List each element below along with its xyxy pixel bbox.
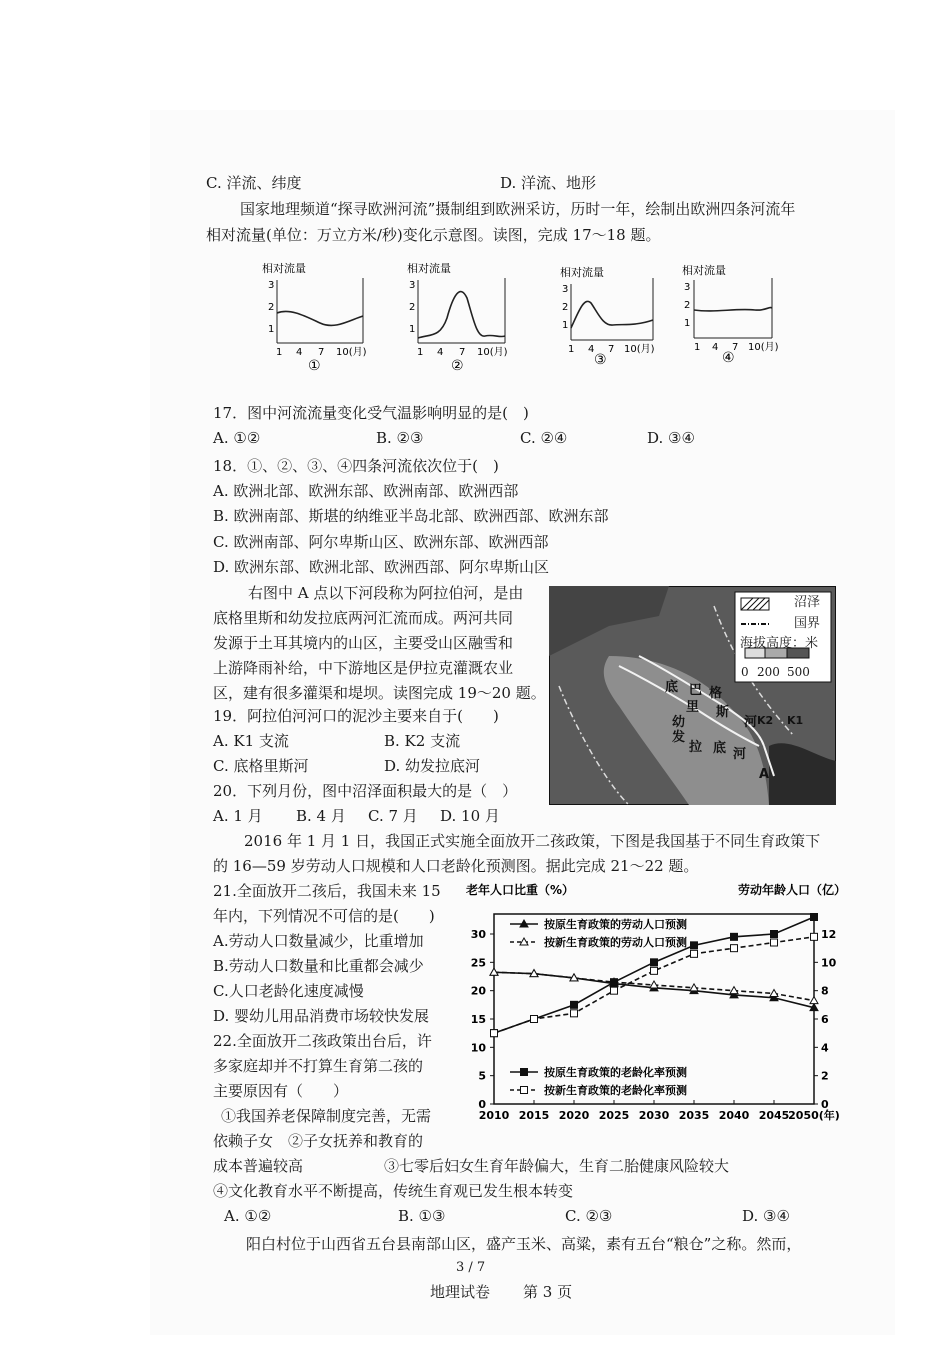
river-chart-3: [560, 265, 655, 368]
map-label: K1: [787, 714, 804, 727]
map-label: 拉: [689, 740, 703, 755]
left-tick-label: 10: [470, 1041, 486, 1055]
svg-text:7: 7: [608, 344, 615, 355]
data-point: [811, 914, 818, 921]
q22-item-3: ③七零后妇女生育年龄偏大，生育二胎健康风险较大: [384, 1157, 730, 1175]
svg-text:7: 7: [732, 342, 739, 353]
data-point: [731, 933, 738, 940]
svg-text:4: 4: [437, 347, 444, 358]
q21-stem-2: 年内，下列情况不可信的是( ): [213, 907, 435, 925]
data-point: [521, 1069, 528, 1076]
map-intro-line: 发源于土耳其境内的山区，主要受山区融雪和: [213, 634, 514, 652]
page-number: 3 / 7: [456, 1260, 486, 1275]
data-point: [651, 967, 658, 974]
q20-option-b: B. 4 月: [296, 807, 346, 825]
chart-ylabel: 相对流量: [262, 262, 306, 275]
x-tick-label: 2040: [718, 1109, 750, 1122]
iraq-river-map: [549, 586, 836, 805]
data-point: [611, 979, 618, 986]
svg-text:相对流量: 相对流量: [407, 262, 451, 275]
svg-text:7: 7: [459, 347, 466, 358]
svg-text:2: 2: [268, 302, 275, 313]
q18-option-b: B. 欧洲南部、斯堪的纳维亚半岛北部、欧洲西部、欧洲东部: [213, 507, 609, 525]
data-point: [571, 1010, 578, 1017]
intro-2-line2: 的 16—59 岁劳动人口规模和人口老龄化预测图。据此完成 21～22 题。: [213, 857, 699, 875]
map-intro-line: 上游降雨补给，中下游地区是伊拉克灌溉农业: [213, 659, 514, 677]
footer-page: 第 3 页: [523, 1283, 573, 1301]
population-forecast-chart: [462, 880, 862, 1135]
river-chart-4: [682, 263, 779, 366]
q18-stem: 18．①、②、③、④四条河流依次位于( ): [213, 457, 499, 475]
q18-option-a: A. 欧洲北部、欧洲东部、欧洲南部、欧洲西部: [213, 482, 519, 500]
svg-text:1: 1: [694, 342, 701, 353]
data-point: [691, 942, 698, 949]
legend-label: 按原生育政策的老龄化率预测: [544, 1066, 687, 1079]
map-label: 斯: [716, 705, 730, 720]
q18-option-d: D. 欧洲东部、欧洲北部、欧洲西部、阿尔卑斯山区: [213, 558, 550, 576]
svg-text:4: 4: [588, 344, 595, 355]
data-point: [651, 959, 658, 966]
q22-item-1a: ①我国养老保障制度完善，无需: [221, 1107, 432, 1125]
svg-text:4: 4: [296, 347, 303, 358]
q22-option-d: D. ③④: [742, 1207, 790, 1225]
x-tick-label: 2035: [678, 1109, 710, 1122]
svg-text:7: 7: [318, 347, 325, 358]
chart-label: ①: [308, 358, 321, 373]
q22-stem-1: 22.全面放开二孩政策出台后，许: [213, 1032, 432, 1050]
legend-label: 按新生育政策的劳动人口预测: [544, 936, 687, 949]
q17-option-a: A. ①②: [213, 429, 261, 447]
q17-option-d: D. ③④: [647, 429, 695, 447]
x-tick-label: 2015: [518, 1109, 550, 1122]
svg-text:10(月): 10(月): [336, 347, 367, 358]
intro-2-line1: 2016 年 1 月 1 日，我国正式实施全面放开二孩政策，下图是我国基于不同生育政策下: [244, 832, 821, 850]
q20-option-c: C. 7 月: [368, 807, 418, 825]
svg-text:10(月): 10(月): [624, 344, 655, 355]
map-legend-altitude: 海拔高度：米: [740, 636, 819, 651]
map-altitude-tick: 500: [787, 665, 810, 679]
x-tick-label: 2045: [758, 1109, 790, 1122]
data-point: [691, 950, 698, 957]
svg-text:2: 2: [684, 300, 691, 311]
map-label: K2: [757, 714, 774, 727]
river-chart-2: [407, 261, 508, 373]
svg-text:3: 3: [268, 280, 275, 291]
map-legend-border: 国界: [794, 616, 821, 631]
x-tick-label: 2020: [558, 1109, 590, 1122]
q21-option-a: A.劳动人口数量减少，比重增加: [213, 932, 424, 950]
q22-item-4: ④文化教育水平不断提高，传统生育观已发生根本转变: [213, 1182, 574, 1200]
river-flow-charts: [260, 258, 780, 373]
svg-text:1: 1: [684, 318, 691, 329]
svg-text:1: 1: [568, 344, 575, 355]
map-label: A: [759, 767, 770, 782]
left-tick-label: 0: [478, 1098, 486, 1111]
q17-stem: 17．图中河流流量变化受气温影响明显的是( ): [213, 404, 529, 422]
data-point: [491, 1030, 498, 1037]
map-intro-line: 右图中 A 点以下河段称为阿拉伯河，是由: [248, 584, 524, 602]
right-tick-label: 0: [821, 1098, 829, 1111]
left-tick-label: 5: [478, 1069, 486, 1083]
data-point: [770, 990, 778, 997]
svg-text:2: 2: [409, 302, 416, 313]
q20-option-a: A. 1 月: [213, 807, 263, 825]
right-tick-label: 4: [821, 1041, 829, 1055]
svg-text:10(月): 10(月): [748, 342, 779, 353]
legend-label: 按新生育政策的老龄化率预测: [544, 1084, 687, 1097]
q22-stem-3: 主要原因有（ ）: [213, 1082, 349, 1100]
q19-option-c: C. 底格里斯河: [213, 757, 309, 775]
q20-option-d: D. 10 月: [440, 807, 500, 825]
data-point: [811, 933, 818, 940]
x-tick-label: 2030: [638, 1109, 670, 1122]
q22-item-1b: 依赖子女 ②子女抚养和教育的: [213, 1132, 424, 1150]
svg-text:3: 3: [562, 284, 569, 295]
map-altitude-tick: 0: [741, 665, 749, 679]
right-tick-label: 12: [821, 928, 837, 941]
q20-stem: 20．下列月份，图中沼泽面积最大的是（ ）: [213, 782, 518, 800]
right-tick-label: 10: [821, 956, 837, 970]
map-label: 里: [686, 700, 700, 715]
map-intro-line: 底格里斯和幼发拉底两河汇流而成。两河共同: [213, 609, 514, 627]
svg-text:1: 1: [409, 324, 416, 335]
q18-option-c: C. 欧洲南部、阿尔卑斯山区、欧洲东部、欧洲西部: [213, 533, 549, 551]
svg-text:10(月): 10(月): [477, 347, 508, 358]
svg-text:2: 2: [562, 302, 569, 313]
intro-1-line2: 相对流量(单位：万立方米/秒)变化示意图。读图，完成 17～18 题。: [206, 226, 661, 244]
map-label: 发: [672, 730, 686, 745]
q21-option-c: C.人口老龄化速度减慢: [213, 982, 364, 1000]
map-label: 巴: [689, 683, 703, 698]
q22-item-2b: 成本普遍较高: [213, 1157, 304, 1175]
last-line: 阳白村位于山西省五台县南部山区，盛产玉米、高粱，素有五台“粮仓”之称。然而，: [246, 1235, 802, 1253]
q21-stem-1: 21.全面放开二孩后，我国未来 15: [213, 882, 441, 900]
x-tick-label: 2010: [478, 1109, 510, 1122]
right-tick-label: 8: [821, 984, 829, 998]
left-tick-label: 30: [470, 928, 486, 941]
intro-1-line1: 国家地理频道“探寻欧洲河流”摄制组到欧洲采访，历时一年，绘制出欧洲四条河流年: [240, 200, 796, 218]
q17-option-b: B. ②③: [376, 429, 424, 447]
q19-option-a: A. K1 支流: [213, 732, 289, 750]
svg-text:④: ④: [722, 350, 735, 366]
map-label: 河: [733, 747, 747, 762]
x-tick-label: 2025: [598, 1109, 630, 1122]
left-tick-label: 25: [470, 956, 486, 970]
left-tick-label: 15: [470, 1013, 486, 1026]
map-intro-line: 区，建有很多灌渠和堤坝。读图完成 19～20 题。: [213, 684, 546, 702]
data-point: [810, 997, 818, 1004]
x-tick-label: 2050(年): [788, 1109, 840, 1122]
map-label: 底: [665, 680, 679, 695]
q22-stem-2: 多家庭却并不打算生育第二孩的: [213, 1057, 424, 1075]
legend-label: 按原生育政策的劳动人口预测: [544, 918, 687, 931]
q22-option-c: C. ②③: [565, 1207, 613, 1225]
svg-text:4: 4: [712, 342, 719, 353]
q22-option-b: B. ①③: [398, 1207, 446, 1225]
svg-text:1: 1: [562, 320, 569, 331]
left-axis-label: 老年人口比重（%）: [466, 883, 575, 897]
svg-text:相对流量: 相对流量: [682, 264, 726, 277]
river-chart-1: [262, 261, 367, 373]
q21-option-b: B.劳动人口数量和比重都会减少: [213, 957, 424, 975]
svg-text:3: 3: [684, 282, 691, 293]
left-tick-label: 20: [470, 984, 486, 998]
right-tick-label: 2: [821, 1069, 829, 1083]
svg-text:②: ②: [451, 358, 464, 373]
data-point: [771, 931, 778, 938]
svg-text:1: 1: [276, 347, 283, 358]
map-label: 底: [713, 741, 727, 756]
q17-option-c: C. ②④: [520, 429, 568, 447]
svg-text:③: ③: [594, 352, 607, 368]
data-point: [771, 939, 778, 946]
q19-option-d: D. 幼发拉底河: [384, 757, 481, 775]
q21-option-d: D. 婴幼儿用品消费市场较快发展: [213, 1007, 430, 1025]
data-point: [531, 1016, 538, 1023]
svg-text:3: 3: [409, 280, 416, 291]
svg-text:相对流量: 相对流量: [560, 266, 604, 279]
svg-text:1: 1: [417, 347, 424, 358]
map-label: 格: [709, 686, 723, 701]
q16-option-c: C. 洋流、纬度: [206, 174, 302, 192]
data-point: [521, 1087, 528, 1094]
q19-option-b: B. K2 支流: [384, 732, 461, 750]
q19-stem: 19．阿拉伯河河口的泥沙主要来自于( ): [213, 707, 499, 725]
map-label: 河: [744, 715, 758, 730]
data-point: [611, 987, 618, 994]
data-point: [731, 945, 738, 952]
q16-option-d: D. 洋流、地形: [500, 174, 597, 192]
data-point: [571, 1001, 578, 1008]
right-tick-label: 6: [821, 1013, 829, 1026]
footer-subject: 地理试卷: [430, 1283, 491, 1301]
svg-text:1: 1: [268, 324, 275, 335]
right-axis-label: 劳动年龄人口（亿）: [738, 883, 847, 897]
map-label: 幼: [672, 715, 686, 730]
map-legend-marsh: 沼泽: [794, 595, 821, 610]
q22-option-a: A. ①②: [224, 1207, 272, 1225]
map-altitude-tick: 200: [757, 665, 780, 679]
